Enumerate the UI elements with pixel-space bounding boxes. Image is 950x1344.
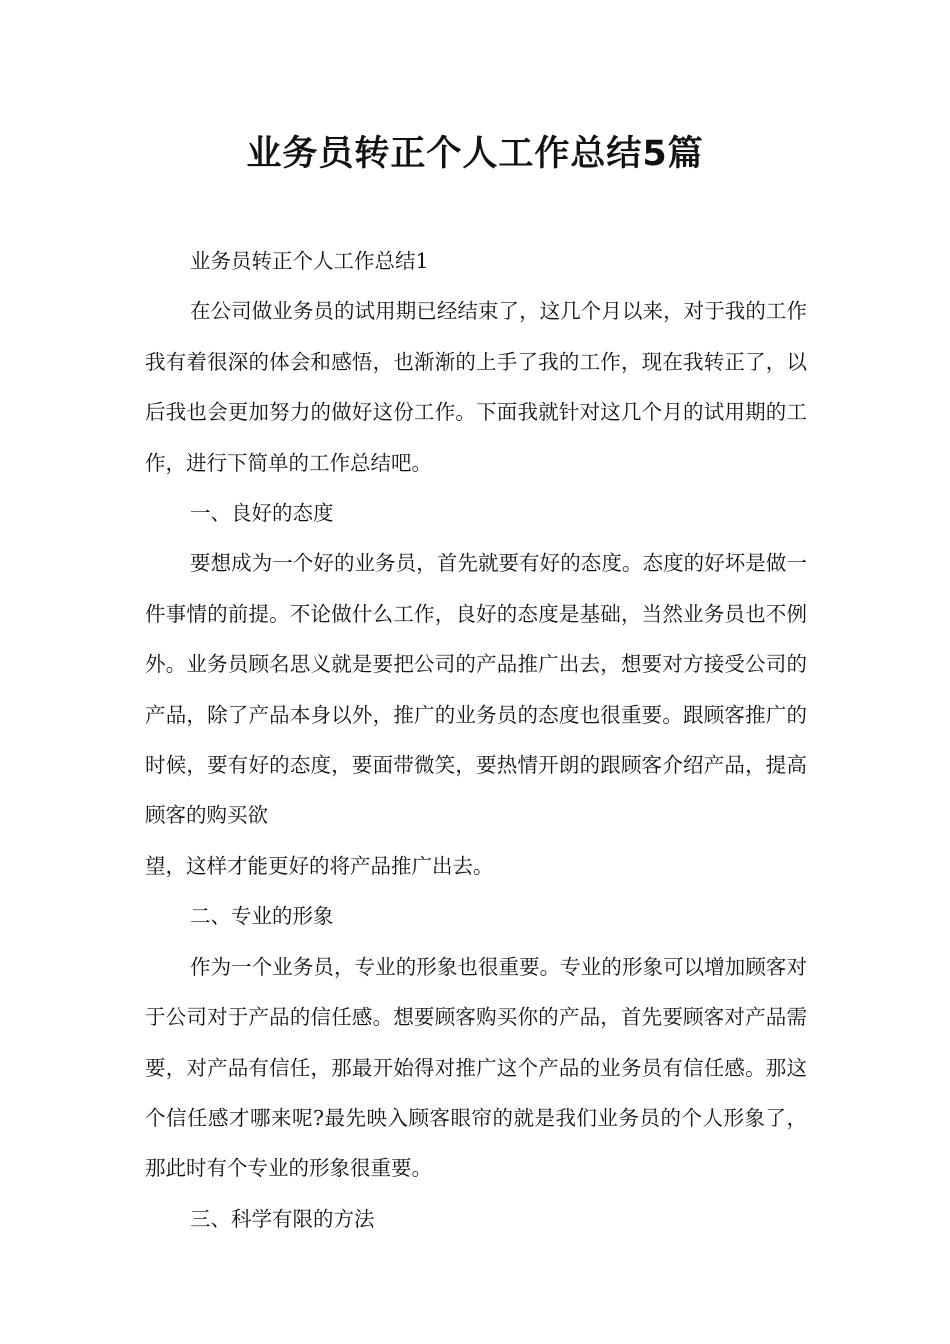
- heading-method: 三、科学有限的方法: [190, 1206, 375, 1231]
- attitude-paragraph: 要想成为一个好的业务员，首先就要有好的态度。态度的好坏是做一件事情的前提。不论做什么工作，良好的态度是基础，当然业务员也不例外。业务员顾名思义就是要把公司的产品推广出去，想要对方接受公司的产品，除了产品本身以外，推广的业务员的态度也很重要。跟顾客推广的时候，要有好的态度，要面带微笑，要热情开朗的跟顾客介绍产品，提高顾客的购买欲: [145, 551, 807, 828]
- intro-paragraph: 在公司做业务员的试用期已经结束了，这几个月以来，对于我的工作我有着很深的体会和感悟，也渐渐的上手了我的工作，现在我转正了，以后我也会更加努力的做好这份工作。下面我就针对这几个月的试用期的工作，进行下简单的工作总结吧。: [145, 299, 807, 475]
- document-body: [145, 236, 807, 1244]
- heading-attitude: 一、良好的态度: [190, 501, 334, 526]
- heading-image: 二、专业的形象: [190, 904, 334, 929]
- section-heading: 业务员转正个人工作总结1: [190, 249, 429, 273]
- image-paragraph: 作为一个业务员，专业的形象也很重要。专业的形象可以增加顾客对于公司对于产品的信任感。想要顾客购买你的产品，首先要顾客对产品需要，对产品有信任，那最开始得对推广这个产品的业务员有信任感。那这个信任感才哪来呢?最先映入顾客眼帘的就是我们业务员的个人形象了，那此时有个专业的形象很重要。: [145, 954, 807, 1181]
- attitude-paragraph-tail: 望，这样才能更好的将产品推广出去。: [145, 853, 494, 878]
- document-title: 业务员转正个人工作总结5篇: [246, 134, 704, 174]
